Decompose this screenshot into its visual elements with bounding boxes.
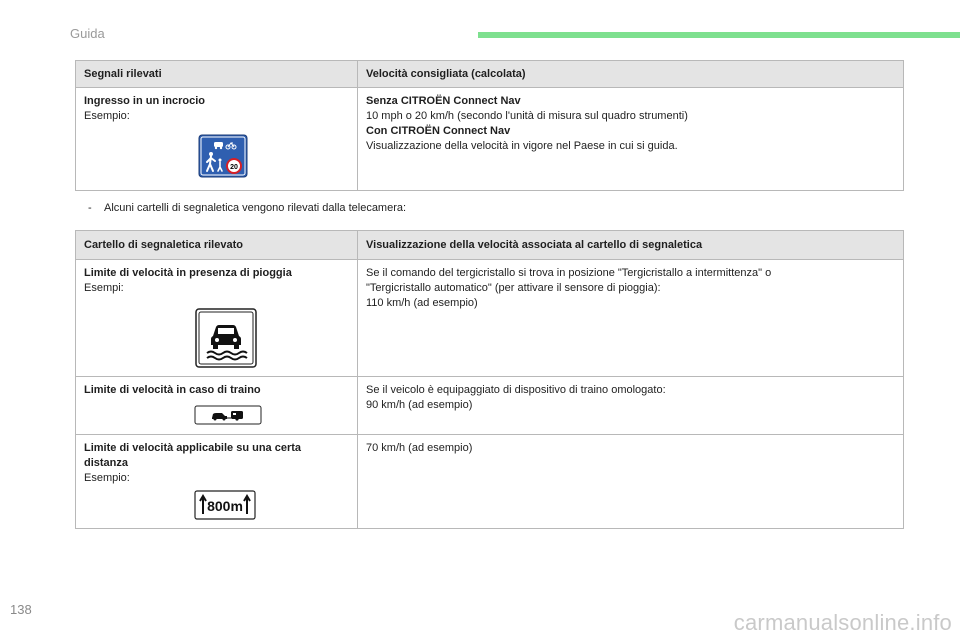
speed-info: "Tergicristallo automatico" (per attivare il sensore di pioggia): — [366, 282, 661, 294]
towing-sign-icon — [194, 405, 349, 425]
speed-info: 90 km/h (ad esempio) — [366, 399, 473, 411]
bullet-text: Alcuni cartelli di segnaletica vengono rilevati dalla telecamera: — [104, 202, 407, 214]
table-row — [76, 377, 904, 435]
speed-info: Se il veicolo è equipaggiato di dispositivo di traino omologato: — [366, 384, 666, 396]
rain-sign-icon — [195, 308, 349, 368]
speed-info: 70 km/h (ad esempio) — [366, 442, 473, 454]
speed-info: Visualizzazione della velocità in vigore nel Paese in cui si guida. — [366, 140, 678, 152]
table-row — [76, 88, 904, 191]
row-title: Limite di velocità in caso di traino — [84, 384, 261, 396]
table-row — [76, 260, 904, 377]
detected-signs-table — [75, 60, 904, 191]
speed-info: 10 mph o 20 km/h (secondo l'unità di misura sul quadro strumenti) — [366, 110, 688, 122]
condition-title: Con CITROËN Connect Nav — [366, 125, 511, 137]
table-cell — [358, 88, 904, 191]
table-cell — [358, 260, 904, 377]
row-title: Ingresso in un incrocio — [84, 95, 206, 107]
table-cell — [76, 260, 358, 377]
row-title: Limite di velocità in presenza di pioggia — [84, 267, 292, 279]
row-example-label: Esempio: — [84, 110, 130, 122]
table-cell — [358, 377, 904, 435]
bullet-dash: - — [88, 202, 92, 214]
table-cell — [76, 435, 358, 529]
watermark: carmanualsonline.info — [733, 610, 952, 635]
section-title: Guida — [70, 26, 105, 41]
page-number: 138 — [10, 602, 32, 617]
camera-signs-table — [75, 230, 904, 529]
table-cell — [76, 377, 358, 435]
column-header: Cartello di segnaletica rilevato — [76, 231, 358, 260]
bullet-note — [88, 202, 406, 214]
distance-sign-icon — [194, 490, 349, 520]
speed-info: Se il comando del tergicristallo si trova in posizione "Tergicristallo a intermittenza" o — [366, 267, 772, 279]
column-header: Velocità consigliata (calcolata) — [358, 61, 904, 88]
row-title: distanza — [84, 457, 129, 469]
row-example-label: Esempi: — [84, 282, 124, 294]
junction-sign-icon — [198, 134, 349, 178]
sign-speed-text: 20 — [230, 164, 238, 171]
column-header: Segnali rilevati — [76, 61, 358, 88]
table-cell — [358, 435, 904, 529]
speed-info: 110 km/h (ad esempio) — [366, 297, 478, 309]
table-header-row — [76, 61, 904, 88]
condition-title: Senza CITROËN Connect Nav — [366, 95, 521, 107]
row-title: Limite di velocità applicabile su una certa — [84, 442, 302, 454]
table-header-row — [76, 231, 904, 260]
section-bar — [478, 32, 960, 38]
table-row — [76, 435, 904, 529]
table-cell — [76, 88, 358, 191]
row-example-label: Esempio: — [84, 472, 130, 484]
column-header: Visualizzazione della velocità associata al cartello di segnaletica — [358, 231, 904, 260]
sign-distance-text: 800m — [207, 498, 243, 514]
